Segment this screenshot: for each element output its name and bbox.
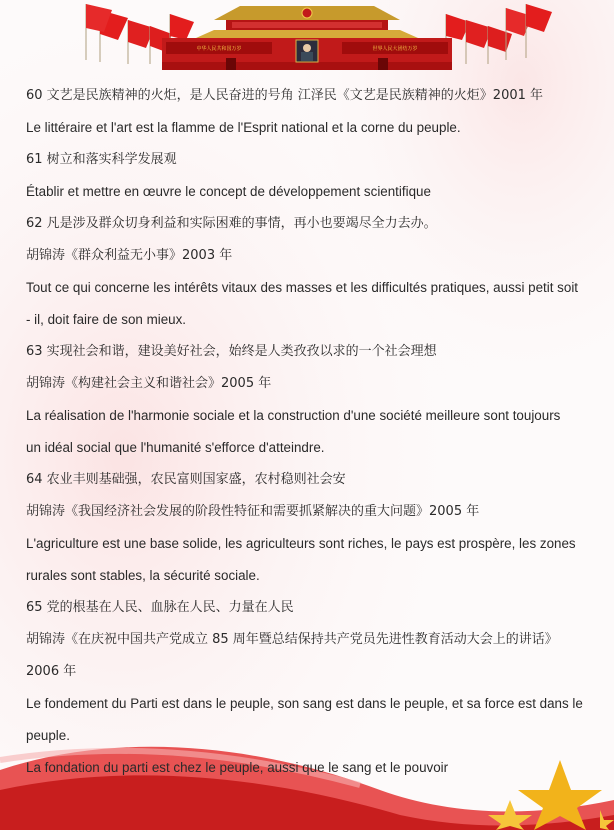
entry-65-source-line1: 胡锦涛《在庆祝中国共产党成立 85 周年暨总结保持共产党员先进性教育活动大会上的讲话》	[26, 632, 558, 647]
entry-65-source-line2: 2006 年	[26, 664, 77, 679]
banner-left-text: 中华人民共和国万岁	[196, 46, 242, 52]
entry-61-translation: Établir et mettre en œuvre le concept de développement scientifique	[26, 184, 431, 199]
entry-65-translation-line2: peuple.	[26, 728, 70, 743]
entry-60-translation: Le littéraire et l'art est la flamme de l'Esprit national et la corne du peuple.	[26, 120, 461, 135]
entry-64-translation-line1: L'agriculture est une base solide, les agriculteurs sont riches, le pays est prospère, les zones	[26, 536, 576, 551]
entry-65-title: 65 党的根基在人民、血脉在人民、力量在人民	[26, 600, 294, 615]
entry-63-source: 胡锦涛《构建社会主义和谐社会》2005 年	[26, 376, 272, 391]
entry-65-translation-line1: Le fondement du Parti est dans le peuple, son sang est dans le peuple, et sa force est dans le	[26, 696, 583, 711]
main-text-content	[26, 80, 604, 784]
entry-63-translation-line1: La réalisation de l'harmonie sociale et la construction d'une société meilleure sont toujours	[26, 408, 561, 423]
entry-60-title: 60 文艺是民族精神的火炬，是人民奋进的号角 江泽民《文艺是民族精神的火炬》2001 年	[26, 88, 544, 103]
entry-62-source: 胡锦涛《群众利益无小事》2003 年	[26, 248, 233, 263]
entry-62-title: 62 凡是涉及群众切身利益和实际困难的事情，再小也要竭尽全力去办。	[26, 216, 437, 231]
entry-65-alt-translation: La fondation du parti est chez le peuple, aussi que le sang et le pouvoir	[26, 760, 449, 775]
entry-64-source: 胡锦涛《我国经济社会发展的阶段性特征和需要抓紧解决的重大问题》2005 年	[26, 504, 480, 519]
entry-64-title: 64 农业丰则基础强，农民富则国家盛，农村稳则社会安	[26, 472, 346, 487]
entry-63-title: 63 实现社会和谐，建设美好社会，始终是人类孜孜以求的一个社会理想	[26, 344, 437, 359]
banner-right-text: 世界人民大团结万岁	[372, 46, 418, 52]
entry-62-translation-line2: - il, doit faire de son mieux.	[26, 312, 187, 327]
entry-63-translation-line2: un idéal social que l'humanité s'efforce d'atteindre.	[26, 440, 325, 455]
entry-64-translation-line2: rurales sont stables, la sécurité sociale.	[26, 568, 260, 583]
entry-62-translation-line1: Tout ce qui concerne les intérêts vitaux des masses et les difficultés pratiques, aussi petit soit	[26, 280, 579, 295]
entry-61-title: 61 树立和落实科学发展观	[26, 152, 177, 167]
